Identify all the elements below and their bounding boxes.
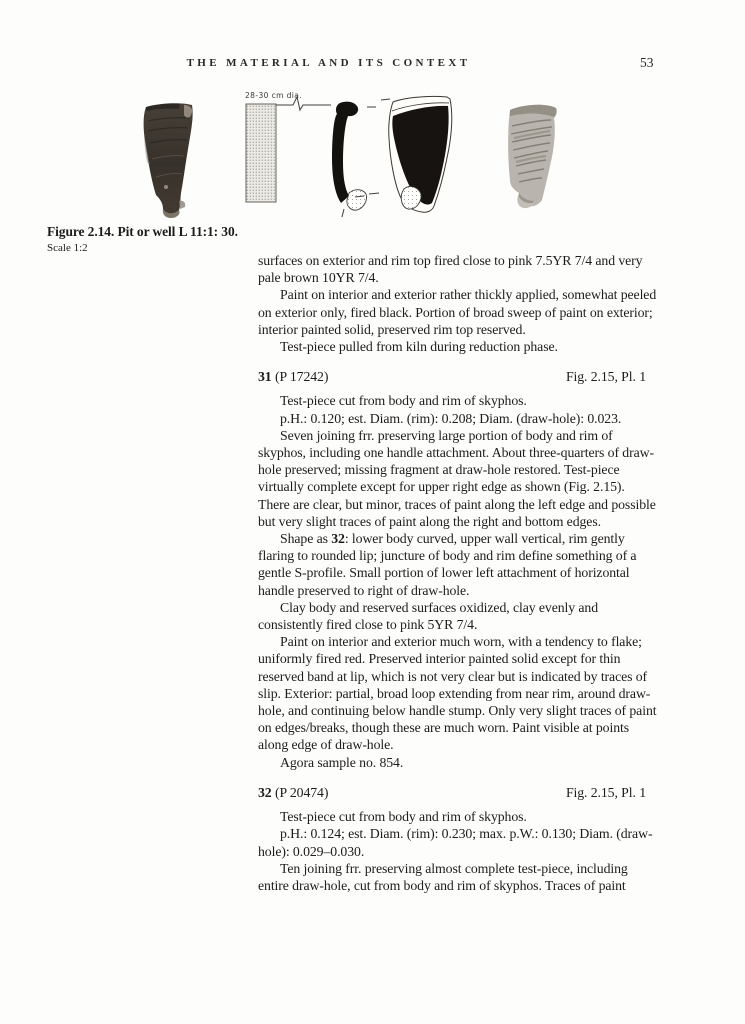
figure-reference: Fig. 2.15, Pl. 1 xyxy=(565,369,646,385)
running-header: THE MATERIAL AND ITS CONTEXT xyxy=(186,57,471,69)
section-profile-drawing xyxy=(243,90,468,225)
paragraph xyxy=(258,530,658,599)
paragraph-text: Shape as xyxy=(280,531,332,547)
text-column xyxy=(258,252,658,894)
paragraph: Test-piece pulled from kiln during reduction phase. xyxy=(280,339,558,355)
entry-id xyxy=(258,368,328,385)
entry-heading-32 xyxy=(258,784,658,801)
entry-id xyxy=(258,784,328,801)
entry-heading-31 xyxy=(258,368,658,385)
sherd-photo-interior xyxy=(136,101,202,219)
paragraph: Clay body and reserved surfaces oxidized, clay evenly and consistently fired close to pink 5YR 7/4. xyxy=(258,599,599,633)
paragraph: Paint on interior and exterior rather thickly applied, somewhat peeled on exterior only, fired black. Portion of broad sweep of paint on exterior; interior painted solid, preserved rim top reserved. xyxy=(258,287,657,337)
paragraph: Paint on interior and exterior much worn, with a tendency to flake; uniformly fired red. Preserved interior painted solid except for thin reserved band at lip, which is not very clear but is indicated by traces of slip. Exterior: partial, broad loop extending from near rim, around draw-hole, and continuing below handle stump. Only very slight traces of paint on edges/breaks, though these are much worn. Paint visible at points along edge of draw-hole. xyxy=(258,634,657,753)
page-number: 53 xyxy=(640,55,654,70)
paragraph: Test-piece cut from body and rim of skyphos. xyxy=(280,809,527,825)
entry-number: 31 xyxy=(258,369,272,385)
figure-caption-title: Figure 2.14. Pit or well L 11:1: 30. xyxy=(47,224,238,239)
catalog-number: (P 17242) xyxy=(271,369,329,385)
paragraph: p.H.: 0.124; est. Diam. (rim): 0.230; max. p.W.: 0.130; Diam. (draw-hole): 0.029–0.030. xyxy=(258,826,653,859)
figure-caption xyxy=(47,224,238,255)
sherd-photo-exterior xyxy=(498,102,566,214)
catalog-cross-reference: 32 xyxy=(331,531,345,547)
paragraph-text: : lower body curved, upper wall vertical, rim gently flaring to rounded lip; juncture of body and rim define something of a gentle S-profile. Small portion of lower left attachment of horizontal handle preserved to right of draw-hole. xyxy=(258,531,637,598)
diameter-label: 28-30 cm dia. xyxy=(245,91,303,100)
figure-reference: Fig. 2.15, Pl. 1 xyxy=(565,784,646,800)
paragraph: Seven joining frr. preserving large portion of body and rim of skyphos, including one handle attachment. About three-quarters of draw-hole preserved; missing fragment at draw-hole restored. Test-piece virtually complete except for upper right edge as shown (Fig. 2.15). There are clear, but minor, traces of paint along the left edge and possible but very slight traces of paint along the right and bottom edges. xyxy=(258,427,656,529)
figure-caption-scale: Scale 1:2 xyxy=(47,242,88,255)
paragraph: Agora sample no. 854. xyxy=(280,754,404,770)
paragraph: p.H.: 0.120; est. Diam. (rim): 0.208; Diam. (draw-hole): 0.023. xyxy=(280,410,622,426)
entry-number: 32 xyxy=(258,784,272,800)
catalog-number: (P 20474) xyxy=(271,784,329,800)
paragraph: Ten joining frr. preserving almost complete test-piece, including entire draw-hole, cut from body and rim of skyphos. Traces of paint xyxy=(258,860,628,893)
paragraph: surfaces on exterior and rim top fired close to pink 7.5YR 7/4 and very pale brown 10YR 7/4. xyxy=(258,253,643,286)
paragraph: Test-piece cut from body and rim of skyphos. xyxy=(280,393,527,409)
